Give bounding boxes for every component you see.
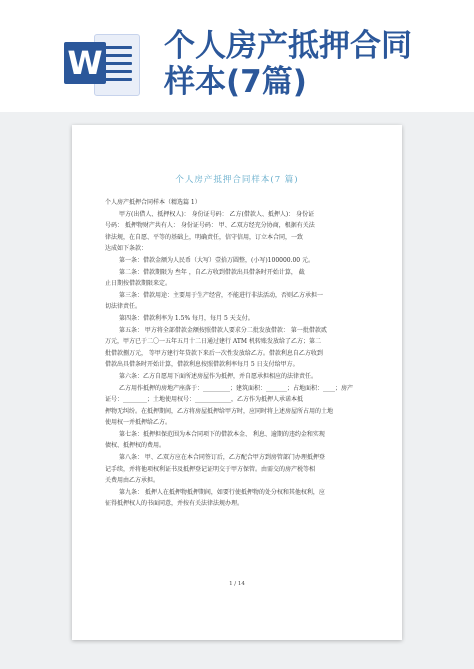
document-line: 号码： 抵押物财产共有人： 身份证号码： 甲、乙双方经充分协商，根据有关法 xyxy=(105,222,315,230)
page-title-line-1: 个人房产抵押合同 xyxy=(164,28,412,64)
document-body xyxy=(105,197,373,510)
word-document-icon xyxy=(64,30,144,98)
document-title: 个人房产抵押合同样本(7 篇) xyxy=(175,175,299,185)
document-line: 债权、抵押权的费用。 xyxy=(105,442,166,450)
document-line: 证号：________；土地使用权号：____________，乙方作为抵押人承诺本抵 xyxy=(105,396,304,404)
document-line: 关费用由乙方承担。 xyxy=(105,477,160,485)
header-banner xyxy=(0,0,474,112)
document-line: 押物无纠纷。在抵押期间，乙方将房屋抵押给甲方时，应同时将上述房屋所占用的土地 xyxy=(105,407,334,415)
document-line: 止日期按借款期限来定。 xyxy=(105,280,172,288)
word-icon-line xyxy=(102,70,132,73)
document-line: 第一条：借款金额为人民币（大写）壹拾万圆整，(小写)100000.00 元。 xyxy=(119,256,315,264)
document-line: 第五条： 甲方将全部借款金额按照借款人要求分二批发放借款： 第一批借款贰 xyxy=(119,326,327,334)
document-line: 征得抵押权人的书面同意，并按有关法律法规办理。 xyxy=(105,500,244,508)
word-icon-line xyxy=(102,78,132,81)
document-line: 第七条：抵押担保范围为本合同项下的借款本金、 利息、逾期的违约金和实现 xyxy=(119,430,325,438)
page-indicator: 1 / 14 xyxy=(229,581,245,587)
document-line: 切法律责任。 xyxy=(105,303,142,311)
document-line: 第六条：乙方自愿用下面所述房屋作为抵押，并自愿承担相应的法律责任。 xyxy=(119,372,318,380)
document-line: 律法规，在自愿、平等的基础上，明确责任，信守信用，订立本合同，一致 xyxy=(105,233,304,241)
document-line: 甲方(出借人、抵押权人)： 身份证号码： 乙方(借款人、抵押人)： 身份证 xyxy=(119,210,315,218)
page-title-line-2: 样本(7篇) xyxy=(164,64,307,100)
document-line: 第四条：借款利率为 1.5% 每月，每月 5 天支付。 xyxy=(119,314,254,322)
word-icon-line xyxy=(102,54,132,57)
document-line: 万元，甲方已于二〇一五年五月十二日通过建行 ATM 机转账发放给了乙方；第二 xyxy=(105,338,321,346)
document-line: 第三条：借款用途：主要用于生产经营，不能进行非法活动，否则乙方承担一 xyxy=(119,291,324,299)
document-line: 批借款捌万元， 等甲方建行年贷款下来后一次性发放给乙方。借款利息自乙方收到 xyxy=(105,349,323,357)
document-line: 第九条： 抵押人在抵押物抵押期间，如要行使抵押物的处分权和其他权利，应 xyxy=(119,488,325,496)
document-line: 个人房产抵押合同样本（精选篇 1） xyxy=(105,199,201,206)
document-page xyxy=(72,125,402,640)
document-line: 乙方用作抵押的房地产座落于：_________；建筑面积：_______；占地面积：____；房产 xyxy=(119,384,354,392)
document-line: 第二条：借款期限为 叁年 ，自乙方收到借款出具借条时开始计算， 截 xyxy=(119,268,305,276)
word-icon-line xyxy=(102,62,132,65)
document-line: 第八条： 甲、乙双方应在本合同签订后，乙方配合甲方到房管部门办理抵押登 xyxy=(119,454,325,462)
document-line: 达成如下条款： xyxy=(105,245,148,253)
document-line: 借款出具借条时开始计算，借款利息按照借款利率每月 5 日支付给甲方。 xyxy=(105,361,299,369)
document-line: 使用权一并抵押给乙方。 xyxy=(105,419,172,427)
document-line: 记手续，并将他项权利证书及抵押登记证明交于甲方保管。由需交的房产税等相 xyxy=(105,465,316,473)
word-icon-line xyxy=(102,46,132,49)
word-icon-letter: W xyxy=(64,42,106,84)
